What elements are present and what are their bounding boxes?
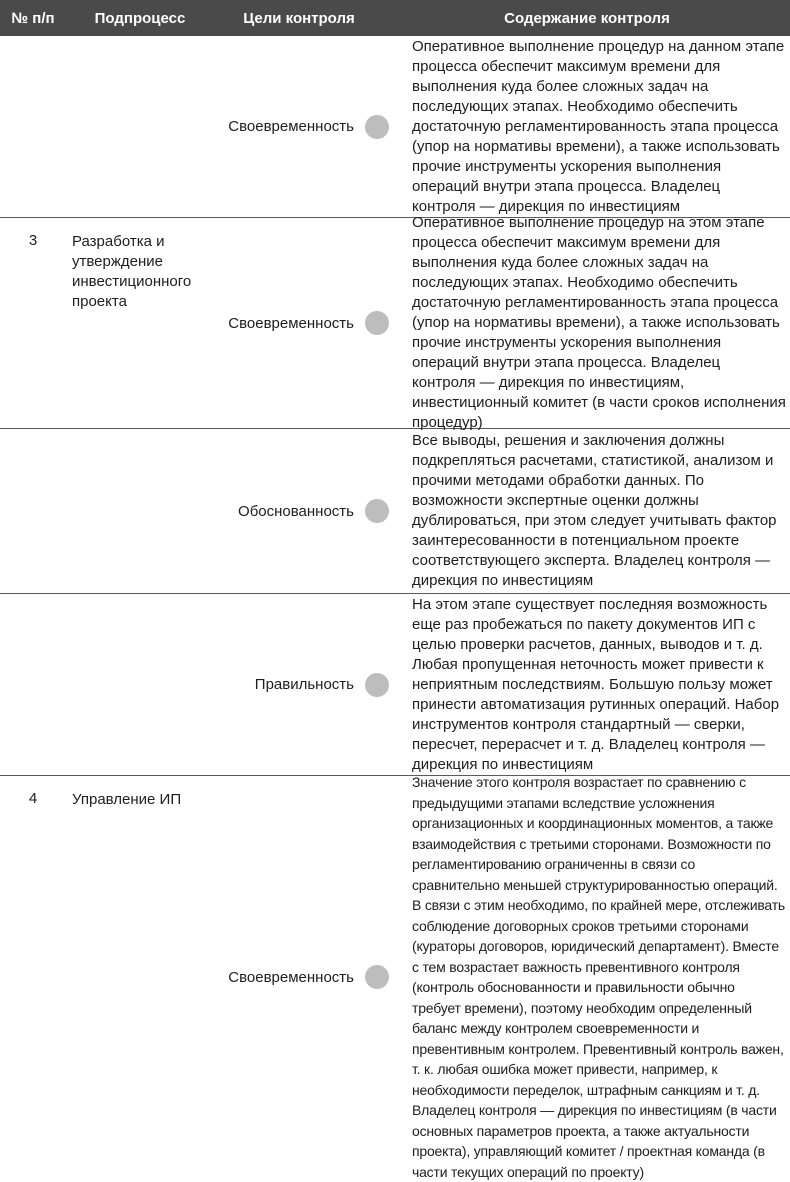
row-subprocess: Управление ИП [72, 791, 182, 808]
table-row [0, 36, 790, 218]
row-goal: Своевременность [228, 314, 354, 332]
header-num: № п/п [11, 9, 55, 27]
table-row [0, 214, 790, 431]
table-header [0, 0, 790, 36]
row-content: Оперативное выполнение процедур на этом этапе процесса обеспечит максимум времени для выполнения куда более сложных задач на последующих этапах. Необходимо обеспечить достаточную регламентированность этапа процесса (упор на нормативы времени), а также использовать прочие инструменты ускорения выполнения операций внутри этапа процесса. Владелец контроля — дирекция по инвестициям, инвестиционный комитет (в части сроков исполнения процедур) [412, 214, 786, 431]
status-dot-icon [365, 115, 389, 139]
row-goal: Обоснованность [238, 502, 354, 520]
status-dot-icon [365, 673, 389, 697]
row-subprocess [66, 429, 214, 593]
header-content: Содержание контроля [504, 9, 670, 27]
header-subprocess: Подпроцесс [94, 9, 186, 27]
row-subprocess: Разработка и утверждение инвестиционного проекта [72, 233, 192, 310]
row-content: На этом этапе существует последняя возможность еще раз пробежаться по пакету документов ИП с целью проверки расчетов, данных, выводов и т. д. Любая пропущенная неточность может привести к неприятным последствиям. Большую пользу может принести автоматизация рутинных операций. Набор инструментов контроля стандартный — сверки, пересчет, перерасчет и т. д. Владелец контроля — дирекция по инвестициям [412, 595, 780, 773]
table-row [0, 429, 790, 594]
row-subprocess [66, 36, 214, 217]
row-num: 3 [28, 232, 38, 249]
row-content: Значение этого контроля возрастает по сравнению с предыдущими этапами вследствие усложнения организационных и координационных моментов, а также взаимодействия с третьими сторонами. Возможности по регламентированию ограниченны в связи со сравнительно меньшей структурированностью операций. В связи с этим необходимо, по крайней мере, отслеживать соблюдение договорных сроков третьими сторонами (кураторы договоров, юридический департамент). Вместе с тем возрастает важность превентивного контроля (контроль обоснованности и правильности обычно требует времени), поэтому необходим определенный баланс между контролем своевременности и превентивным контролем. Превентивный контроль важен, т. к. любая ошибка может привести, например, к необходимости переделок, штрафным санкциям и т. д. Владелец контроля — дирекция по инвестициям (в части основных параметров проекта, а также актуальности проекта), управляющий комитет / проектная команда (в части текущих операций по проекту) [412, 774, 785, 1180]
status-dot-icon [365, 311, 389, 335]
status-dot-icon [365, 965, 389, 989]
row-goal: Своевременность [228, 118, 354, 135]
row-num: 4 [28, 790, 38, 807]
table-row [0, 776, 790, 1178]
row-goal: Своевременность [228, 968, 354, 986]
row-num [0, 429, 66, 593]
status-dot-icon [365, 499, 389, 523]
row-content: Все выводы, решения и заключения должны подкрепляться расчетами, статистикой, анализом и прочими методами обработки данных. По возможности экспертные оценки должны дублироваться, при этом следует учитывать фактор заинтересованности в потенциальном проекте соответствующего эксперта. Владелец контроля — дирекция по инвестициям [412, 432, 777, 589]
row-num [0, 36, 66, 217]
table-row [0, 594, 790, 776]
row-goal: Правильность [254, 676, 354, 693]
header-goals: Цели контроля [243, 9, 355, 27]
row-content: Оперативное выполнение процедур на данном этапе процесса обеспечит максимум времени для выполнения куда более сложных задач на последующих этапах. Необходимо обеспечить достаточную регламентированность этапа процесса (упор на нормативы времени), а также использовать прочие инструменты ускорения выполнения операций внутри этапа процесса. Владелец контроля — дирекция по инвестициям [412, 37, 785, 215]
row-num [0, 594, 66, 775]
row-subprocess [66, 594, 214, 775]
